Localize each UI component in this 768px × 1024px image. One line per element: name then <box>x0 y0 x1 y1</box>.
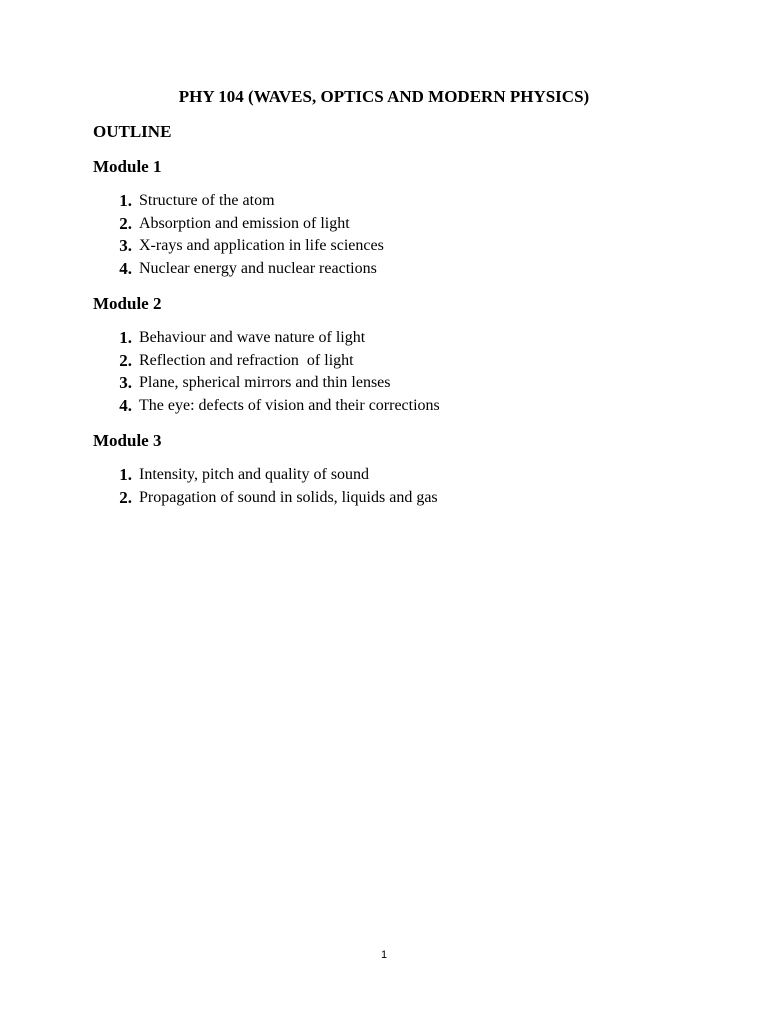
list-item <box>0 259 768 282</box>
document-title: PHY 104 (WAVES, OPTICS AND MODERN PHYSICS) <box>178 87 590 106</box>
item-text: Behaviour and wave nature of light <box>139 329 366 346</box>
module-2-list <box>0 328 768 418</box>
list-item <box>0 373 768 396</box>
module-3-heading: Module 3 <box>93 431 162 450</box>
item-text: The eye: defects of vision and their corrections <box>139 396 440 414</box>
item-text: Reflection and refraction of light <box>139 351 354 369</box>
item-number: 3. <box>119 236 132 255</box>
list-item <box>0 396 768 419</box>
item-number: 2. <box>119 350 132 370</box>
list-item <box>0 488 768 511</box>
list-item <box>0 191 768 214</box>
module-2-heading: Module 2 <box>93 294 162 313</box>
item-text: Structure of the atom <box>139 192 275 209</box>
list-item <box>0 214 768 237</box>
item-number: 3. <box>119 373 132 392</box>
item-number: 2. <box>119 487 132 507</box>
page-number: 1 <box>380 949 388 961</box>
list-item <box>0 351 768 374</box>
item-number: 4. <box>119 395 132 415</box>
item-text: Nuclear energy and nuclear reactions <box>139 259 377 277</box>
item-number: 1. <box>119 191 132 210</box>
module-3-list <box>0 465 768 510</box>
list-item <box>0 236 768 259</box>
item-text: X-rays and application in life sciences <box>139 237 384 254</box>
module-1-heading: Module 1 <box>93 157 162 176</box>
item-text: Intensity, pitch and quality of sound <box>139 466 370 483</box>
list-item <box>0 465 768 488</box>
module-1-list <box>0 191 768 281</box>
item-text: Absorption and emission of light <box>139 214 350 232</box>
item-number: 1. <box>119 328 132 347</box>
item-number: 1. <box>119 465 132 484</box>
item-text: Propagation of sound in solids, liquids and gas <box>139 488 438 506</box>
list-item <box>0 328 768 351</box>
item-number: 4. <box>119 258 132 278</box>
item-number: 2. <box>119 213 132 233</box>
outline-heading: OUTLINE <box>93 122 172 141</box>
item-text: Plane, spherical mirrors and thin lenses <box>139 374 391 391</box>
